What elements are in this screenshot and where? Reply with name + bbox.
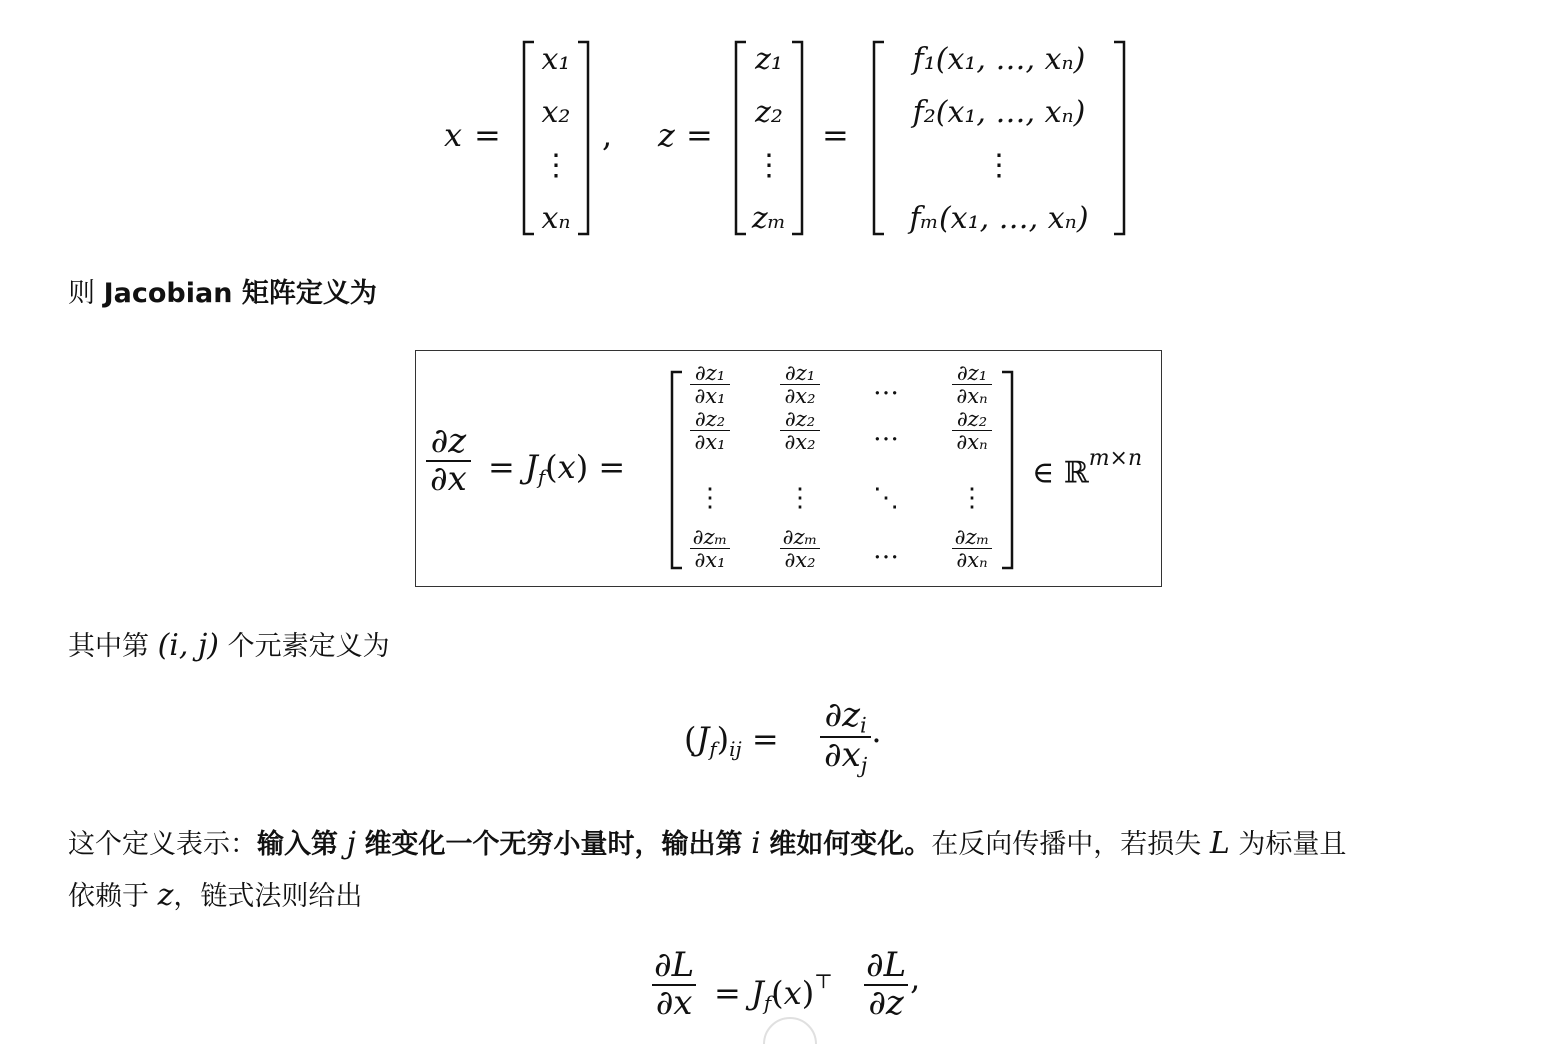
denominator: ∂x₁ bbox=[690, 430, 729, 453]
text: 则 bbox=[68, 278, 95, 309]
x-vector-entry: x₂ bbox=[541, 95, 571, 130]
text: 个元素定义为 bbox=[227, 631, 390, 662]
f-vector-entry: f₂(x₁, …, xₙ) bbox=[912, 95, 1086, 130]
jacobian-entry bbox=[942, 408, 1002, 453]
chain-rule-mid: = $J_f(x)^⊤$ bbox=[714, 970, 833, 1015]
jacobian-entry: … bbox=[873, 371, 899, 401]
jacobian-entry: … bbox=[873, 417, 899, 447]
jacobian-entry bbox=[680, 362, 740, 407]
f-vector bbox=[880, 42, 1118, 236]
fraction bbox=[951, 526, 994, 571]
x-vector-entry: x₁ bbox=[541, 42, 571, 77]
paragraph-chain-rule bbox=[68, 872, 362, 921]
text: 在反向传播中，若损失 bbox=[931, 829, 1202, 860]
inline-math: j bbox=[346, 826, 356, 861]
element-equation-rhs: $\frac{\partial z_i}{\partial x_j}$ . bbox=[820, 698, 881, 777]
denominator: ∂x₂ bbox=[780, 548, 819, 571]
bold-text: 输入第 bbox=[257, 829, 338, 860]
chain-rule-lhs bbox=[650, 945, 698, 1023]
jacobian-mid: = $J_f(x)$ = bbox=[488, 448, 626, 489]
numerator: ∂z₁ bbox=[784, 361, 816, 385]
numerator: ∂z₂ bbox=[694, 407, 726, 431]
paragraph-jacobian-intro bbox=[68, 270, 377, 318]
denominator: ∂x₂ bbox=[780, 430, 819, 453]
jacobian-entry bbox=[680, 408, 740, 453]
x-vector bbox=[530, 42, 582, 236]
equals-sign: = bbox=[474, 116, 501, 154]
bold-text: 维变化一个无穷小量时，输出第 bbox=[364, 829, 743, 860]
fraction bbox=[952, 408, 991, 453]
denominator: ∂x bbox=[426, 460, 471, 498]
scroll-indicator-icon[interactable] bbox=[760, 1026, 820, 1046]
fraction bbox=[779, 526, 822, 571]
fraction: $\frac{\partial L}{\partial x}$ bbox=[650, 948, 698, 1021]
z-symbol: z bbox=[658, 116, 675, 154]
text: 依赖于 bbox=[68, 881, 149, 912]
numerator: ∂z₂ bbox=[784, 407, 816, 431]
comma: , bbox=[602, 116, 613, 154]
equals-sign: = bbox=[822, 116, 849, 154]
jacobian-entry: ⋱ bbox=[873, 483, 899, 513]
z-vector-entry: z₁ bbox=[755, 42, 783, 77]
numerator: ∂z₂ bbox=[956, 407, 988, 431]
text: 为标量且 bbox=[1238, 829, 1347, 860]
text: 其中第 bbox=[68, 631, 149, 662]
denominator: ∂x₂ bbox=[780, 384, 819, 407]
chain-rule-rhs: $\frac{\partial L}{\partial z}$ , bbox=[862, 948, 920, 1021]
numerator: ∂zₘ bbox=[692, 525, 728, 549]
jacobian-matrix bbox=[682, 362, 1008, 578]
jacobian-entry: ⋮ bbox=[787, 483, 813, 513]
z-vector bbox=[742, 42, 796, 236]
numerator: ∂z bbox=[430, 421, 467, 461]
inline-math: i bbox=[751, 826, 761, 861]
jacobian-entry: ⋮ bbox=[959, 483, 985, 513]
bold-text: Jacobian 矩阵定义为 bbox=[103, 278, 377, 309]
numerator: ∂zₘ bbox=[954, 525, 990, 549]
fraction bbox=[690, 362, 729, 407]
jacobian-entry bbox=[770, 526, 830, 571]
denominator: ∂x₁ bbox=[690, 384, 729, 407]
fraction bbox=[952, 362, 991, 407]
fraction bbox=[780, 408, 819, 453]
bold-text: 维如何变化。 bbox=[769, 829, 932, 860]
denominator: ∂xₙ bbox=[952, 384, 991, 407]
inline-math: (i, j) bbox=[157, 628, 219, 663]
text: 这个定义表示： bbox=[68, 829, 257, 860]
real-space: ∈ ℝ$^{m\times n}$ bbox=[1032, 446, 1143, 491]
jacobian-entry: ⋮ bbox=[697, 483, 723, 513]
jacobian-entry: … bbox=[873, 535, 899, 565]
numerator: ∂z₁ bbox=[956, 361, 988, 385]
jacobian-entry bbox=[770, 408, 830, 453]
element-equation-lhs: $(J_f)_{ij}$ = bbox=[684, 720, 779, 761]
paragraph-element-def bbox=[68, 622, 390, 671]
denominator: ∂x₁ bbox=[690, 548, 729, 571]
z-vector-entry: ⋮ bbox=[754, 148, 784, 183]
x-symbol: x bbox=[444, 116, 463, 154]
denominator: ∂xₙ bbox=[952, 430, 991, 453]
paragraph-interpretation bbox=[68, 820, 1508, 869]
numerator: ∂zₘ bbox=[782, 525, 818, 549]
text: ，链式法则给出 bbox=[173, 881, 363, 912]
equals-sign: = bbox=[686, 116, 713, 154]
inline-math: z bbox=[157, 878, 174, 913]
fraction: $\frac{\partial z_i}{\partial x_j}$ bbox=[820, 698, 871, 777]
fraction: $\frac{\partial L}{\partial z}$ bbox=[866, 945, 907, 1023]
fraction bbox=[780, 362, 819, 407]
z-vector-entry: zₘ bbox=[751, 201, 787, 236]
numerator: ∂z₁ bbox=[694, 361, 726, 385]
inline-math: L bbox=[1209, 826, 1230, 861]
denominator: ∂xₙ bbox=[952, 548, 991, 571]
f-vector-entry: fₘ(x₁, …, xₙ) bbox=[909, 201, 1089, 236]
jacobian-lhs bbox=[426, 421, 471, 499]
f-vector-entry: ⋮ bbox=[984, 148, 1014, 183]
f-vector-entry: f₁(x₁, …, xₙ) bbox=[912, 42, 1086, 77]
fraction bbox=[690, 408, 729, 453]
fraction bbox=[426, 421, 471, 499]
fraction bbox=[689, 526, 732, 571]
z-vector-entry: z₂ bbox=[755, 95, 783, 130]
x-vector-entry: xₙ bbox=[541, 201, 571, 236]
jacobian-entry bbox=[942, 362, 1002, 407]
jacobian-entry bbox=[770, 362, 830, 407]
x-vector-entry: ⋮ bbox=[541, 148, 571, 183]
jacobian-entry bbox=[942, 526, 1002, 571]
jacobian-entry bbox=[680, 526, 740, 571]
